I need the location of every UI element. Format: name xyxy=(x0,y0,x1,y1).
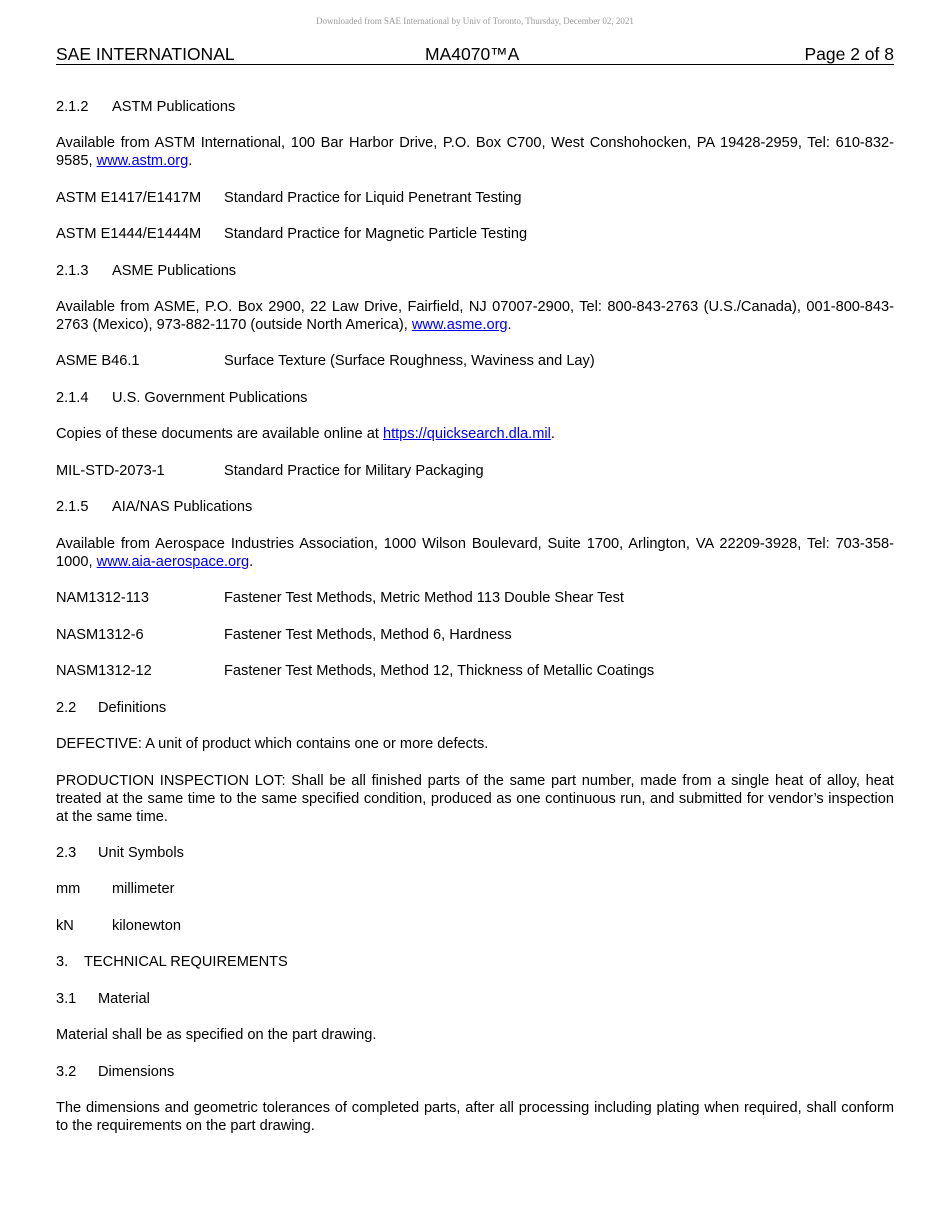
section-title: AIA/NAS Publications xyxy=(112,499,253,515)
section-3-2-text: The dimensions and geometric tolerances of completed parts, after all processing including plating when required, shall conform to the requirements on the part drawing. xyxy=(56,1100,894,1134)
reference-id: NASM1312-6 xyxy=(56,627,144,643)
section-2-1-5-availability xyxy=(56,535,894,571)
section-number: 3.1 xyxy=(56,991,77,1007)
availability-end: . xyxy=(188,153,193,169)
reference-row xyxy=(56,225,894,243)
section-title: Definitions xyxy=(98,700,167,716)
dla-quicksearch-link[interactable]: https://quicksearch.dla.mil xyxy=(382,426,551,442)
section-2-1-3-heading xyxy=(56,262,894,280)
unit-row xyxy=(56,880,894,898)
section-number: 3.2 xyxy=(56,1064,77,1080)
section-2-1-4-availability xyxy=(56,425,894,443)
unit-symbol: kN xyxy=(56,918,74,934)
header-page-number: Page 2 of 8 xyxy=(804,44,894,64)
section-number: 2.1.5 xyxy=(56,499,89,515)
reference-title: Fastener Test Methods, Method 6, Hardness xyxy=(224,627,512,643)
section-number: 2.3 xyxy=(56,845,77,861)
availability-end: . xyxy=(249,554,254,570)
asme-link[interactable]: www.asme.org xyxy=(411,317,508,333)
section-title: Dimensions xyxy=(98,1064,175,1080)
astm-link[interactable]: www.astm.org xyxy=(96,153,189,169)
reference-title: Standard Practice for Liquid Penetrant Testing xyxy=(224,190,522,206)
reference-row xyxy=(56,662,894,680)
reference-row xyxy=(56,626,894,644)
section-3-2-heading xyxy=(56,1063,894,1081)
section-2-1-2-heading xyxy=(56,98,894,116)
section-3-heading xyxy=(56,953,894,971)
section-2-3-heading xyxy=(56,844,894,862)
header-document-number: MA4070™A xyxy=(425,44,520,64)
section-2-1-3-availability xyxy=(56,298,894,334)
availability-end: . xyxy=(550,426,555,442)
reference-title: Standard Practice for Military Packaging xyxy=(224,463,484,479)
reference-id: MIL-STD-2073-1 xyxy=(56,463,165,479)
availability-text: Available from Aerospace Industries Association, 1000 Wilson Boulevard, Suite 1700, Arlington, VA 22209-3928, Tel: 703-358-1000, xyxy=(56,536,894,570)
section-title: Unit Symbols xyxy=(98,845,184,861)
availability-text: Available from ASME, P.O. Box 2900, 22 Law Drive, Fairfield, NJ 07007-2900, Tel: 800-843-2763 (U.S./Canada), 001-800-843-2763 (Mexico), 973-882-1170 (outside North America), xyxy=(56,299,894,333)
section-title: ASTM Publications xyxy=(112,99,236,115)
reference-id: NAM1312-113 xyxy=(56,590,150,606)
definition-defective: DEFECTIVE: A unit of product which contains one or more defects. xyxy=(56,736,489,752)
section-3-1-heading xyxy=(56,990,894,1008)
download-watermark: Downloaded from SAE International by Univ of Toronto, Thursday, December 02, 2021 xyxy=(316,16,634,26)
section-number: 2.1.2 xyxy=(56,99,89,115)
header-organization: SAE INTERNATIONAL xyxy=(56,44,235,64)
unit-name: millimeter xyxy=(112,881,175,897)
reference-id: ASTM E1444/E1444M xyxy=(56,226,202,242)
availability-text: Available from ASTM International, 100 Bar Harbor Drive, P.O. Box C700, West Conshohocken, PA 19428-2959, Tel: 610-832-9585, xyxy=(56,135,894,169)
section-number: 2.1.4 xyxy=(56,390,89,406)
section-3-1-text: Material shall be as specified on the part drawing. xyxy=(56,1027,377,1043)
reference-row xyxy=(56,352,894,370)
section-title: ASME Publications xyxy=(112,263,237,279)
reference-row xyxy=(56,589,894,607)
reference-title: Fastener Test Methods, Method 12, Thickness of Metallic Coatings xyxy=(224,663,655,679)
section-title: U.S. Government Publications xyxy=(112,390,308,406)
availability-text: Copies of these documents are available online at xyxy=(56,426,383,442)
unit-symbol: mm xyxy=(56,881,81,897)
unit-name: kilonewton xyxy=(112,918,181,934)
section-2-1-5-heading xyxy=(56,498,894,516)
reference-title: Standard Practice for Magnetic Particle Testing xyxy=(224,226,528,242)
reference-title: Surface Texture (Surface Roughness, Waviness and Lay) xyxy=(224,353,595,369)
section-number: 3. xyxy=(56,954,69,970)
reference-id: ASTM E1417/E1417M xyxy=(56,190,202,206)
section-2-1-4-heading xyxy=(56,389,894,407)
availability-end: . xyxy=(507,317,512,333)
aia-link[interactable]: www.aia-aerospace.org xyxy=(96,554,250,570)
reference-row xyxy=(56,462,894,480)
section-number: 2.1.3 xyxy=(56,263,89,279)
definition-production-inspection-lot: PRODUCTION INSPECTION LOT: Shall be all finished parts of the same part number, made from a single heat of alloy, heat treated at the same time to the same specified condition, produced as one continuous run, and submitted for vendor’s inspection at the same time. xyxy=(56,773,894,825)
reference-title: Fastener Test Methods, Metric Method 113 Double Shear Test xyxy=(224,590,624,606)
reference-id: ASME B46.1 xyxy=(56,353,140,369)
reference-id: NASM1312-12 xyxy=(56,663,152,679)
section-2-2-heading xyxy=(56,699,894,717)
reference-row xyxy=(56,189,894,207)
unit-row xyxy=(56,917,894,935)
section-title: Material xyxy=(98,991,150,1007)
section-2-1-2-availability xyxy=(56,134,894,170)
page-header xyxy=(56,44,894,65)
section-number: 2.2 xyxy=(56,700,77,716)
section-title: TECHNICAL REQUIREMENTS xyxy=(84,954,288,970)
